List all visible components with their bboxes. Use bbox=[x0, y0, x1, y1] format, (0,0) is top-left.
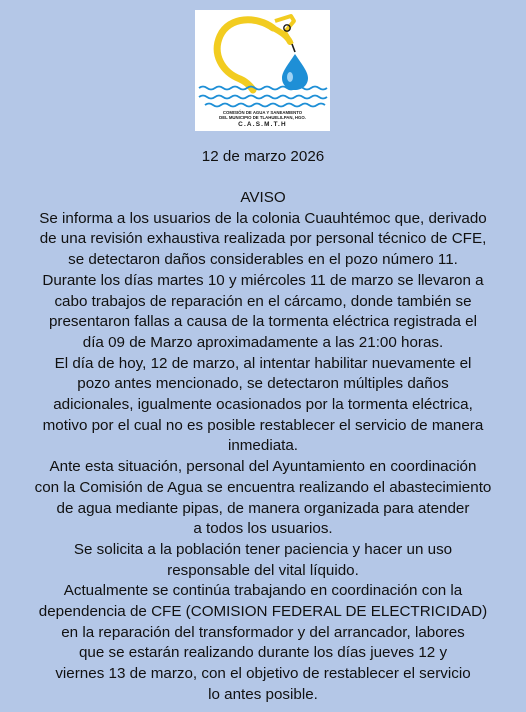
notice-title: AVISO bbox=[240, 189, 286, 206]
notice-line: lo antes posible. bbox=[208, 685, 318, 703]
notice-line: presentaron fallas a causa de la tormenta eléctrica registrada el bbox=[48, 313, 478, 331]
notice-line: día 09 de Marzo aproximadamente a las 21:00 horas. bbox=[82, 333, 444, 351]
notice-line: a todos los usuarios. bbox=[193, 520, 333, 538]
notice-line: Se solicita a la población tener paciencia y hacer un uso bbox=[73, 540, 453, 558]
notice-line: dependencia de CFE (COMISION FEDERAL DE ELECTRICIDAD) bbox=[38, 603, 488, 621]
notice-line: responsable del vital líquido. bbox=[167, 561, 359, 579]
notice-line: adicionales, igualmente ocasionados por la tormenta eléctrica, bbox=[53, 396, 473, 414]
notice-date: 12 de marzo 2026 bbox=[201, 148, 325, 165]
notice-line: El día de hoy, 12 de marzo, al intentar habilitar nuevamente el bbox=[54, 354, 472, 372]
notice-line: motivo por el cual no es posible restablecer el servicio de manera bbox=[42, 416, 484, 434]
logo-caption-line2: DEL MUNICIPIO DE TLAHUELILPAN, HGO. bbox=[219, 115, 306, 120]
notice-line: con la Comisión de Agua se encuentra realizando el abastecimiento bbox=[34, 478, 492, 496]
notice-line: que se estarán realizando durante los días jueves 12 y bbox=[78, 644, 448, 662]
logo-caption-line1: COMISIÓN DE AGUA Y SANEAMIENTO bbox=[222, 110, 303, 115]
notice-line: Durante los días martes 10 y miércoles 11 de marzo se llevaron a bbox=[42, 271, 484, 289]
notice-line: pozo antes mencionado, se detectaron múltiples daños bbox=[77, 375, 449, 393]
notice-line: de una revisión exhaustiva realizada por personal técnico de CFE, bbox=[39, 230, 487, 248]
notice-line: Actualmente se continúa trabajando en coordinación con la bbox=[63, 582, 463, 600]
notice-line: viernes 13 de marzo, con el objetivo de restablecer el servicio bbox=[55, 665, 471, 683]
notice-line: cabo trabajos de reparación en el cárcamo, donde también se bbox=[54, 292, 472, 310]
notice-line: en la reparación del transformador y del arrancador, labores bbox=[61, 623, 465, 641]
organization-logo bbox=[195, 10, 330, 131]
notice-line: inmediata. bbox=[227, 437, 299, 455]
logo-acronym: C.A.S.M.T.H bbox=[238, 121, 287, 128]
notice-line: de agua mediante pipas, de manera organizada para atender bbox=[56, 499, 470, 517]
notice-line: Se informa a los usuarios de la colonia Cuauhtémoc que, derivado bbox=[39, 209, 487, 227]
notice-body bbox=[0, 188, 526, 706]
notice-line: se detectaron daños considerables en el pozo número 11. bbox=[68, 251, 458, 269]
notice-line: Ante esta situación, personal del Ayuntamiento en coordinación bbox=[49, 458, 477, 476]
